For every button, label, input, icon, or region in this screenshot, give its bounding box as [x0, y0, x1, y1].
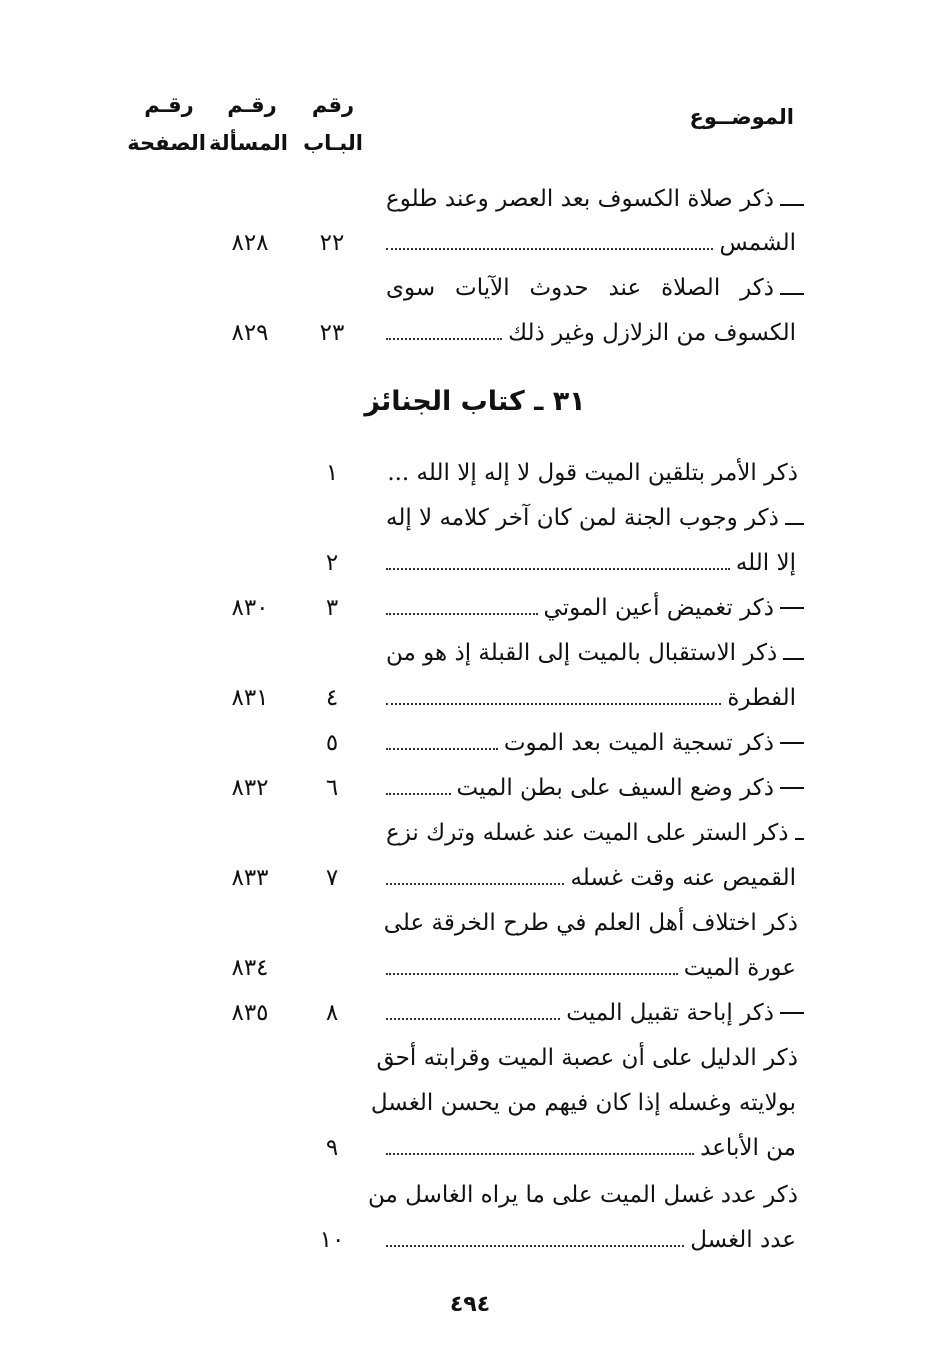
- entry-10-masala: ٨: [325, 1000, 339, 1026]
- entry-dash: [795, 814, 804, 840]
- entry-4-text: ذكر تغميض أعين الموتي: [543, 595, 774, 621]
- entry-1-bab: ٢٣: [319, 320, 345, 346]
- entry-dash: [785, 499, 804, 525]
- entry-11-line: [376, 1045, 804, 1071]
- entry-6-text: ذكر تسجية الميت بعد الموت: [503, 730, 774, 756]
- entry-6-line: [386, 730, 804, 756]
- dot-leader: [386, 1152, 694, 1155]
- entry-9-cont-text: عورة الميت: [683, 955, 796, 981]
- page-number: ٤٩٤: [449, 1292, 491, 1317]
- entry-dash: [783, 634, 804, 660]
- entry-0-bab: ٢٢: [319, 230, 345, 256]
- entry-dash: [780, 787, 804, 789]
- entry-11-cont-text: من الأباعد: [700, 1135, 796, 1161]
- entry-7-text: ذكر وضع السيف على بطن الميت: [456, 775, 774, 801]
- header-masala-line2: المسألة: [208, 131, 288, 155]
- dot-leader: [386, 792, 451, 795]
- entry-dash: [780, 269, 804, 295]
- header-masala-number: [208, 86, 288, 162]
- entry-11-text: ذكر الدليل على أن عصبة الميت وقرابته أحق: [376, 1045, 798, 1071]
- entry-9-text: ذكر اختلاف أهل العلم في طرح الخرقة على: [383, 910, 798, 936]
- entry-12-cont-text: عدد الغسل: [690, 1227, 796, 1253]
- entry-3-text: ذكر وجوب الجنة لمن كان آخر كلامه لا إله: [386, 505, 779, 531]
- dot-leader: [386, 1017, 560, 1020]
- entry-dash: [780, 180, 804, 206]
- entry-11-cont1: بولايته وغسله إذا كان فيهم من يحسن الغسل: [370, 1090, 796, 1116]
- header-topic: الموضــوع: [689, 105, 794, 129]
- entry-1-cont: [386, 320, 796, 346]
- entry-0-text: ذكر صلاة الكسوف بعد العصر وعند طلوع: [386, 186, 774, 212]
- entry-8-cont: [386, 865, 796, 891]
- entry-2-text: ذكر الأمر بتلقين الميت قول لا إله إلا الله ...: [387, 460, 798, 486]
- entry-dash: [780, 1012, 804, 1014]
- entry-8-cont-text: القميص عنه وقت غسله: [570, 865, 796, 891]
- entry-2-line: [386, 460, 804, 486]
- entry-5-text: ذكر الاستقبال بالميت إلى القبلة إذ هو من: [386, 640, 778, 666]
- header-bab-number: [300, 86, 366, 162]
- entry-4-line: [386, 595, 804, 621]
- entry-5-cont: [386, 685, 796, 711]
- dot-leader: [386, 1244, 684, 1247]
- entry-11-cont: [386, 1135, 796, 1161]
- entry-8-masala: ٧: [325, 865, 339, 891]
- header-page-number: [127, 86, 206, 162]
- entry-10-text: ذكر إباحة تقبيل الميت: [566, 1000, 774, 1026]
- entry-12-text: ذكر عدد غسل الميت على ما يراه الغاسل من: [368, 1182, 798, 1208]
- entry-dash: [780, 607, 804, 609]
- entry-8-text: ذكر الستر على الميت عند غسله وترك نزع: [386, 820, 789, 846]
- entry-3-cont-text: إلا الله: [735, 550, 796, 576]
- entry-3-line: [386, 505, 804, 531]
- entry-8-safha: ٨٣٣: [231, 865, 269, 891]
- entry-1-line: [386, 275, 804, 301]
- entry-0-cont: [386, 230, 796, 256]
- dot-leader: [386, 747, 498, 750]
- entry-5-cont-text: الفطرة: [727, 685, 796, 711]
- entry-1-text: ذكر الصلاة عند حدوث الآيات سوى: [386, 275, 774, 301]
- entry-4-masala: ٣: [325, 595, 339, 621]
- dot-leader: [386, 882, 564, 885]
- entry-10-safha: ٨٣٥: [231, 1000, 269, 1026]
- dot-leader: [386, 612, 538, 615]
- entry-1-safha: ٨٢٩: [231, 320, 269, 346]
- dot-leader: [386, 337, 502, 340]
- header-masala-line1: رقـم: [227, 93, 277, 117]
- entry-2-masala: ١: [325, 460, 339, 486]
- entry-11-masala: ٩: [325, 1135, 339, 1161]
- header-bab-line1: رقم: [311, 93, 355, 117]
- entry-dash: [780, 742, 804, 744]
- entry-12-line: [368, 1182, 804, 1208]
- entry-5-masala: ٤: [325, 685, 339, 711]
- entry-7-safha: ٨٣٢: [231, 775, 269, 801]
- entry-3-masala: ٢: [325, 550, 339, 576]
- entry-8-line: [386, 820, 804, 846]
- entry-9-line: [383, 910, 804, 936]
- entry-9-cont: [386, 955, 796, 981]
- dot-leader: [386, 567, 730, 570]
- entry-12-masala: ١٠: [319, 1227, 345, 1253]
- header-bab-line2: البـاب: [303, 131, 363, 155]
- entry-7-line: [386, 775, 804, 801]
- dot-leader: [386, 702, 721, 705]
- entry-0-safha: ٨٢٨: [231, 230, 269, 256]
- entry-5-line: [386, 640, 804, 666]
- dot-leader: [386, 247, 713, 250]
- dot-leader: [386, 972, 678, 975]
- entry-0-line: [386, 186, 804, 212]
- entry-9-safha: ٨٣٤: [231, 955, 269, 981]
- entry-4-safha: ٨٣٠: [231, 595, 269, 621]
- header-safha-line2: الصفحة: [127, 131, 206, 155]
- entry-0-cont-text: الشمس: [719, 230, 796, 256]
- entry-5-safha: ٨٣١: [231, 685, 269, 711]
- header-safha-line1: رقـم: [144, 93, 194, 117]
- entry-10-line: [386, 1000, 804, 1026]
- entry-3-cont: [386, 550, 796, 576]
- entry-12-cont: [386, 1227, 796, 1253]
- section-title: ٣١ ـ كتاب الجنائز: [364, 386, 586, 417]
- entry-6-masala: ٥: [325, 730, 339, 756]
- entry-1-cont-text: الكسوف من الزلازل وغير ذلك: [508, 320, 796, 346]
- entry-7-masala: ٦: [325, 775, 339, 801]
